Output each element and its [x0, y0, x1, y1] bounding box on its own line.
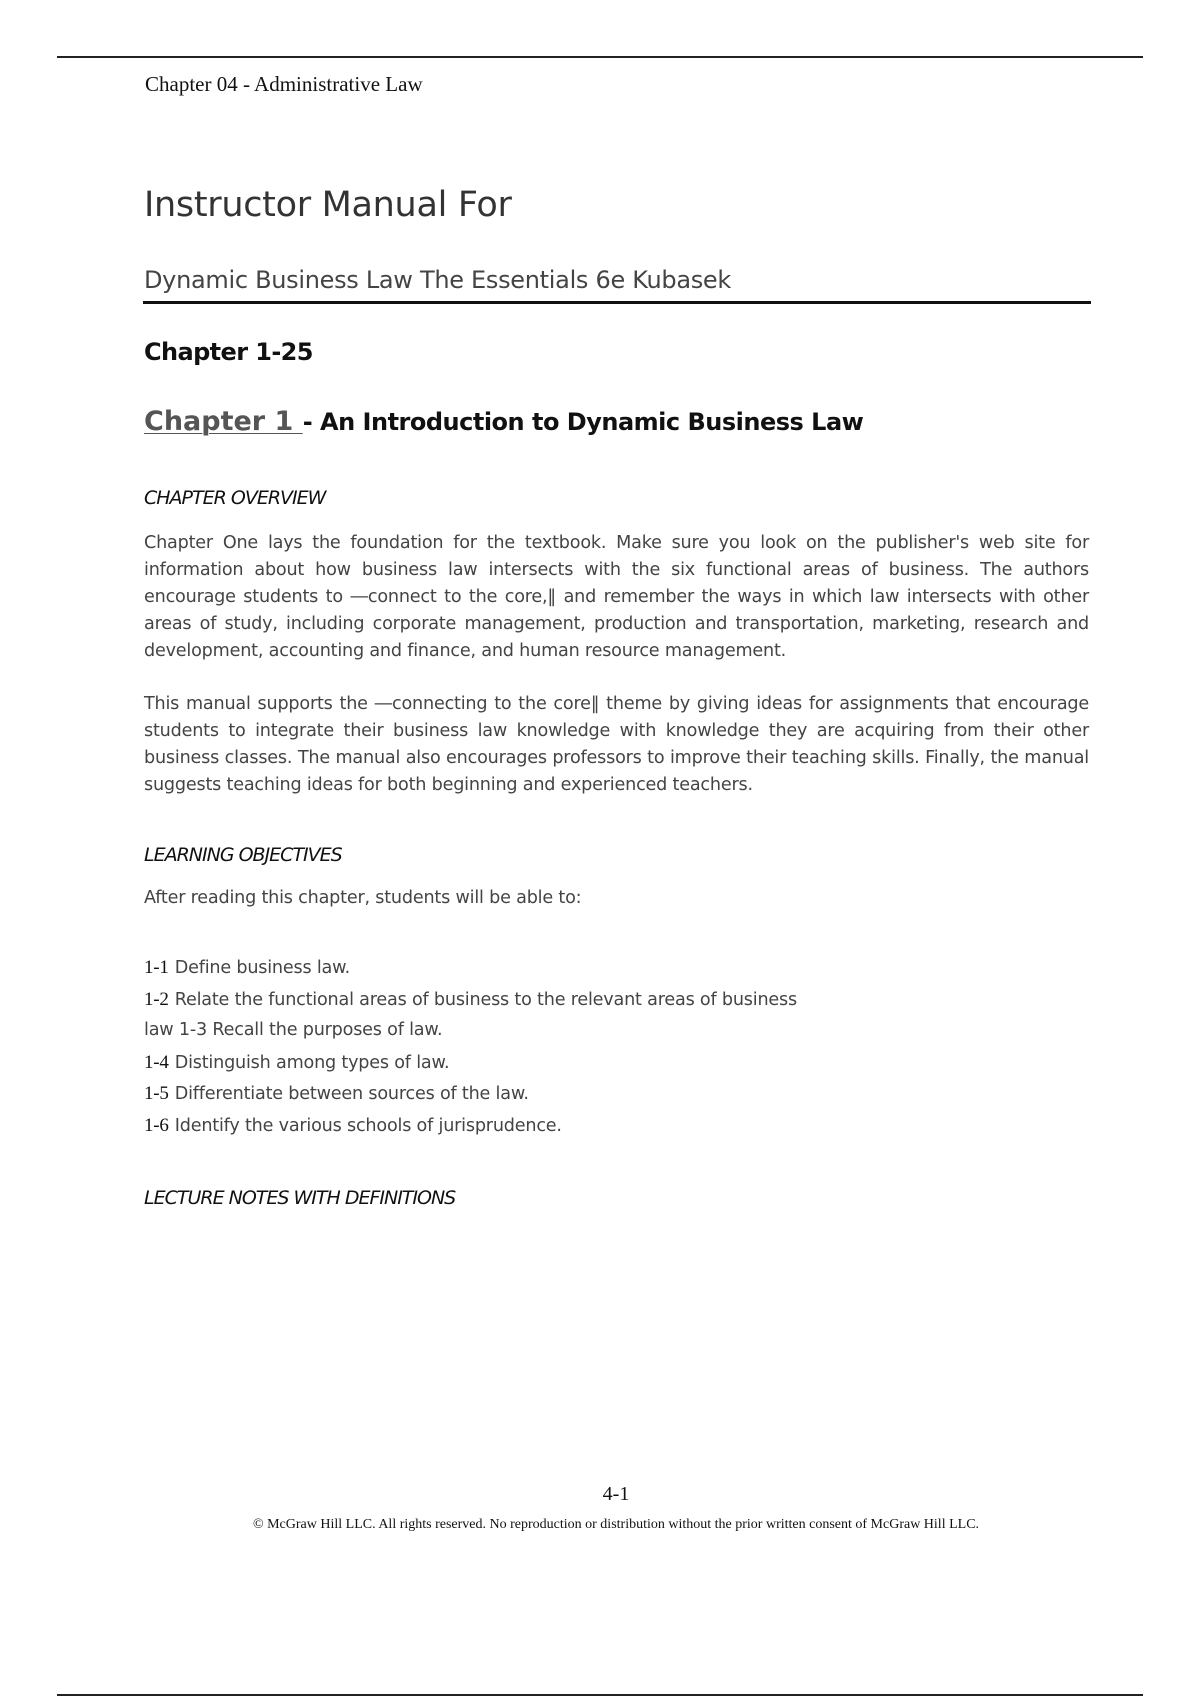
- objective-item: [144, 1020, 797, 1052]
- objective-text: Relate the functional areas of business to the relevant areas of business: [174, 989, 797, 1010]
- objective-text: Define business law.: [174, 958, 351, 978]
- objective-text: Identify the various schools of jurisprudence.: [174, 1115, 562, 1136]
- overview-heading: CHAPTER OVERVIEW: [144, 487, 326, 509]
- objective-text: Distinguish among types of law.: [174, 1052, 450, 1073]
- objective-item: [144, 1083, 797, 1115]
- copyright-notice: © McGraw Hill LLC. All rights reserved. No reproduction or distribution without the prior written consent of McGraw Hill LLC.: [252, 1517, 980, 1532]
- objective-item: [144, 989, 797, 1021]
- document-subtitle: Dynamic Business Law The Essentials 6e Kubasek: [144, 266, 731, 294]
- chapter-heading-title: - An Introduction to Dynamic Business Law: [302, 408, 864, 436]
- chapter-range: Chapter 1-25: [144, 338, 313, 366]
- objective-item: [144, 1052, 797, 1084]
- overview-paragraph-2: This manual supports the ―connecting to the core‖ theme by giving ideas for assignments that encourage students to integrate their business law knowledge with knowledge they are acquiring from their other business classes. The manual also encourages professors to improve their teaching skills. Finally, the manual suggests teaching ideas for both beginning and experienced teachers.: [144, 694, 1089, 795]
- objective-text: law 1-3 Recall the purposes of law.: [144, 1020, 443, 1040]
- overview-paragraph-1: Chapter One lays the foundation for the textbook. Make sure you look on the publisher's web site for information about how business law intersects with the six functional areas of business. The authors encourage students to ―connect to the core,‖ and remember the ways in which law intersects with other areas of study, including corporate management, production and transportation, marketing, research and development, accounting and finance, and human resource management.: [144, 533, 1089, 661]
- objective-number: 1-6: [144, 1114, 169, 1136]
- chapter-heading: [144, 406, 863, 437]
- objective-item: [144, 1115, 797, 1147]
- running-header: Chapter 04 - Administrative Law: [145, 72, 423, 96]
- objective-number: 1-1: [144, 957, 169, 978]
- subtitle-rule: [143, 301, 1091, 304]
- objective-text: Differentiate between sources of the law.: [174, 1084, 529, 1104]
- objective-number: 1-5: [144, 1083, 169, 1104]
- document-title: Instructor Manual For: [144, 185, 512, 225]
- lecture-notes-heading: LECTURE NOTES WITH DEFINITIONS: [144, 1187, 456, 1209]
- objectives-list: [144, 957, 797, 1146]
- bottom-rule: [57, 1694, 1143, 1696]
- objective-item: [144, 957, 797, 989]
- chapter-link[interactable]: Chapter 1: [144, 406, 303, 437]
- top-rule: [57, 56, 1143, 58]
- objective-number: 1-4: [144, 1051, 169, 1073]
- objectives-intro: After reading this chapter, students will be able to:: [144, 888, 582, 908]
- objectives-heading: LEARNING OBJECTIVES: [144, 844, 342, 866]
- objective-number: 1-2: [144, 988, 169, 1010]
- page-number: 4-1: [602, 1483, 630, 1505]
